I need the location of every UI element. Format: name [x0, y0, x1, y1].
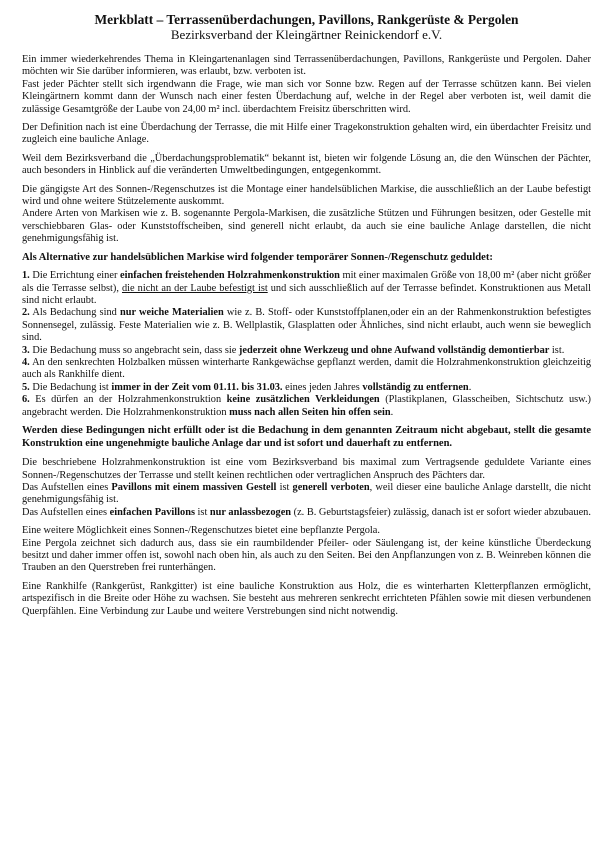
alternative-heading: Als Alternative zur handelsüblichen Markise wird folgender temporärer Sonnen-/Regenschutz geduldet: — [22, 251, 493, 263]
rule-1-number: 1. — [22, 270, 30, 282]
warning-paragraph: Werden diese Bedingungen nicht erfüllt oder ist die Bedachung in dem genannten Zeitraum nicht abgebaut, stellt die gesamte Konstruktion eine ungenehmigte bauliche Anlage dar und ist sofort und dauerhaft zu entfernen. — [22, 424, 591, 449]
definition-paragraph: Der Definition nach ist eine Überdachung der Terrasse, die mit Hilfe einer Tragekonstruktion gehalten wird, ein überdachter Freisitz und zugleich eine bauliche Anlage. — [22, 122, 591, 146]
rankhilfe-paragraph: Eine Rankhilfe (Rankgerüst, Rankgitter) ist eine bauliche Konstruktion aus Holz, die es winterharten Kletterpflanzen ermöglicht, artspezifisch in die Breite oder Höhe zu wachsen. Sie besteht aus mehreren senkrecht errichteten Pfählen sowie mit diesen verbundenen Querpfählen. Eine Verbindung zur Laube und weitere Verstrebungen sind nicht notwendig. — [22, 580, 591, 617]
rule-3: 3. Die Bedachung muss so angebracht sein, dass sie jederzeit ohne Werkzeug und ohne Aufwand vollständig demontierbar ist. — [22, 344, 565, 356]
pavillon-paragraph-1: Die beschriebene Holzrahmenkonstruktion ist eine vom Bezirksverband bis maximal zum Vertragsende geduldete Variante eines Sonnen-/Regenschutzes der Terrasse und stellt keinen rechtlichen oder vertraglichen Anspruch des Pächters dar. — [22, 457, 591, 481]
rule-5: 5. Die Bedachung ist immer in der Zeit vom 01.11. bis 31.03. eines jeden Jahres vollständig zu entfernen. — [22, 381, 472, 393]
intro-paragraph-2: Fast jeder Pächter stellt sich irgendwann die Frage, wie man sich vor Sonne bzw. Regen auf der Terrasse schützen kann. Bei vielen Kleingärtnern kommt dann der Wunsch nach einer festen Überdachung auf, welche in der Regel aber verboten ist, weil damit die zulässige Gesamtgröße der Laube von 24,00 m² incl. überdachtem Freisitz überschritten wird. — [22, 78, 591, 115]
rule-6-number: 6. — [22, 394, 30, 406]
rule-4: 4. An den senkrechten Holzbalken müssen winterharte Rankgewächse gepflanzt werden, damit die Holzrahmenkonstruktion gleichzeitig auch als Rankhilfe dient. — [22, 356, 591, 381]
pergola-paragraph-1: Eine weitere Möglichkeit eines Sonnen-/Regenschutzes bietet eine bepflanzte Pergola. — [22, 525, 380, 537]
other-markise-paragraph: Andere Arten von Markisen wie z. B. sogenannte Pergola-Markisen, die zusätzliche Stützen und Führungen besitzen, oder Gestelle mit verschiebbaren Glas- oder Kunststoffscheiben, sind generell nicht erlaubt, da auch sie eine bauliche Anlage darstellen, die nicht genehmigungsfähig ist. — [22, 208, 591, 245]
document-subtitle: Bezirksverband der Kleingärtner Reinickendorf e.V. — [170, 27, 443, 42]
rule-5-number: 5. — [22, 381, 30, 393]
pergola-paragraph-2: Eine Pergola zeichnet sich dadurch aus, dass sie ein raumbildender Pfeiler- oder Säulengang ist, der keine künstliche Überdeckung besitzt und daher immer offen ist, sowohl nach oben hin, als auch zu den Seiten. Bei den Anpflanzungen von z. B. Weinreben können die Trauben an den Querstreben frei runterhängen. — [22, 537, 591, 574]
rule-6: 6. Es dürfen an der Holzrahmenkonstruktion keine zusätzlichen Verkleidungen (Plastikplanen, Glasscheiben, Sichtschutz usw.) angebracht werden. Die Holzrahmenkonstruktion muss nach allen Seiten hin offen sein. — [22, 394, 591, 418]
pavillon-paragraph-3: Das Aufstellen eines einfachen Pavillons ist nur anlassbezogen (z. B. Geburtstagsfeier) zulässig, danach ist er sofort wieder abzubauen. — [22, 506, 591, 518]
rule-1: 1. Die Errichtung einer einfachen freistehenden Holzrahmenkonstruktion mit einer maximalen Größe von 18,00 m² (aber nicht größer als die Terrasse selbst), die nicht an der Laube befestigt ist und sich ausschließlich auf der Terrasse befindet. Konstruktionen aus Metall sind nicht erlaubt. — [22, 270, 592, 306]
document-title: Merkblatt – Terrassenüberdachungen, Pavillons, Rankgerüste & Pergolen — [94, 12, 519, 27]
solution-paragraph: Weil dem Bezirksverband die „Überdachungsproblematik“ bekannt ist, bieten wir folgende Lösung an, die den Wünschen der Pächter, auch besonders in Hinblick auf die veränderten Umweltbedingungen, entgegenkommt. — [22, 152, 591, 177]
rule-2: 2. Als Bedachung sind nur weiche Materialien wie z. B. Stoff- oder Kunststoffplanen,oder ein an der Rahmenkonstruktion befestigtes Sonnensegel, zulässig. Feste Materialien wie z. B. Wellplastik, Glasplatten oder Ähnliches, sind nicht erlaubt, auch wenn sie beweglich sind. — [22, 307, 592, 344]
rule-3-number: 3. — [22, 344, 30, 356]
rule-2-number: 2. — [22, 307, 30, 319]
rule-4-number: 4. — [22, 356, 30, 368]
pavillon-paragraph-2: Das Aufstellen eines Pavillons mit einem massiven Gestell ist generell verboten, weil dieser eine bauliche Anlage darstellt, die nicht genehmigungsfähig ist. — [22, 481, 591, 506]
intro-paragraph-1: Ein immer wiederkehrendes Thema in Kleingartenanlagen sind Terrassenüberdachungen, Pavillons, Rankgerüste und Pergolen. Daher möchten wir Sie darüber informieren, was erlaubt, bzw. verboten ist. — [22, 54, 591, 78]
markise-paragraph: Die gängigste Art des Sonnen-/Regenschutzes ist die Montage einer handelsüblichen Markise, die ausschließlich an der Laube befestigt wird und ohne weitere Stützelemente auskommt. — [22, 183, 591, 208]
